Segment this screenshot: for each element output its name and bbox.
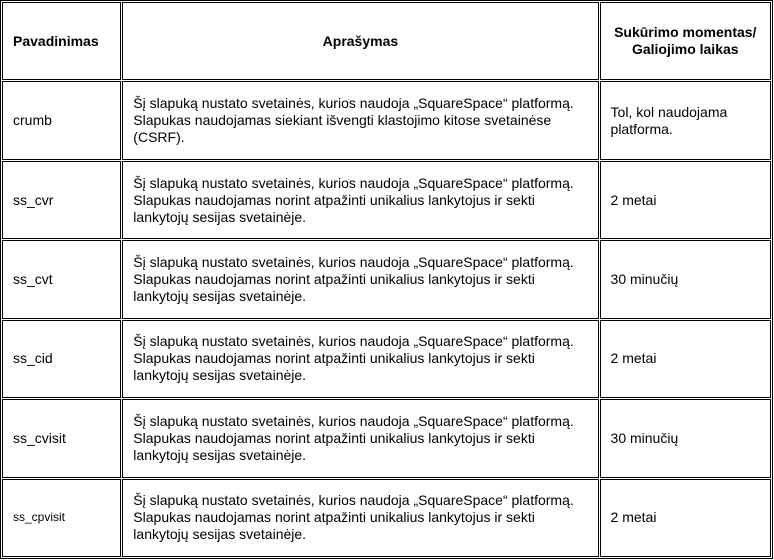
header-expiry: Sukūrimo momentas/ Galiojimo laikas <box>600 2 771 80</box>
cookie-expiry: 2 metai <box>600 320 771 398</box>
table-row <box>2 161 771 239</box>
cookie-description: Šį slapuką nustato svetainės, kurios naudoja „SquareSpace“ platformą. Slapukas naudojamas norint atpažinti unikalius lankytojus ir sekti lankytojų sesijas svetainėje. <box>122 399 598 477</box>
cookie-name: ss_cvt <box>2 240 121 318</box>
table-row <box>2 240 771 318</box>
cookie-description: Šį slapuką nustato svetainės, kurios naudoja „SquareSpace“ platformą. Slapukas naudojamas siekiant išvengti klastojimo kitose svetainėse (CSRF). <box>122 81 598 159</box>
cookie-name: ss_cid <box>2 320 121 398</box>
cookie-description: Šį slapuką nustato svetainės, kurios naudoja „SquareSpace“ platformą. Slapukas naudojamas norint atpažinti unikalius lankytojus ir sekti lankytojų sesijas svetainėje. <box>122 240 598 318</box>
cookie-description: Šį slapuką nustato svetainės, kurios naudoja „SquareSpace“ platformą. Slapukas naudojamas norint atpažinti unikalius lankytojus ir sekti lankytojų sesijas svetainėje. <box>122 320 598 398</box>
cookie-expiry: 30 minučių <box>600 399 771 477</box>
table-header-row <box>2 2 771 80</box>
cookie-description: Šį slapuką nustato svetainės, kurios naudoja „SquareSpace“ platformą. Slapukas naudojamas norint atpažinti unikalius lankytojus ir sekti lankytojų sesijas svetainėje. <box>122 479 598 557</box>
cookie-name: ss_cvr <box>2 161 121 239</box>
cookie-expiry: 30 minučių <box>600 240 771 318</box>
cookie-description: Šį slapuką nustato svetainės, kurios naudoja „SquareSpace“ platformą. Slapukas naudojamas norint atpažinti unikalius lankytojus ir sekti lankytojų sesijas svetainėje. <box>122 161 598 239</box>
cookie-name: ss_cpvisit <box>2 479 121 557</box>
table-row <box>2 320 771 398</box>
table-row <box>2 81 771 159</box>
cookie-expiry: Tol, kol naudojama platforma. <box>600 81 771 159</box>
cookie-name: crumb <box>2 81 121 159</box>
header-name: Pavadinimas <box>2 2 121 80</box>
cookie-expiry: 2 metai <box>600 161 771 239</box>
cookie-name: ss_cvisit <box>2 399 121 477</box>
header-description: Aprašymas <box>122 2 598 80</box>
cookie-expiry: 2 metai <box>600 479 771 557</box>
table-row <box>2 399 771 477</box>
table-row <box>2 479 771 557</box>
